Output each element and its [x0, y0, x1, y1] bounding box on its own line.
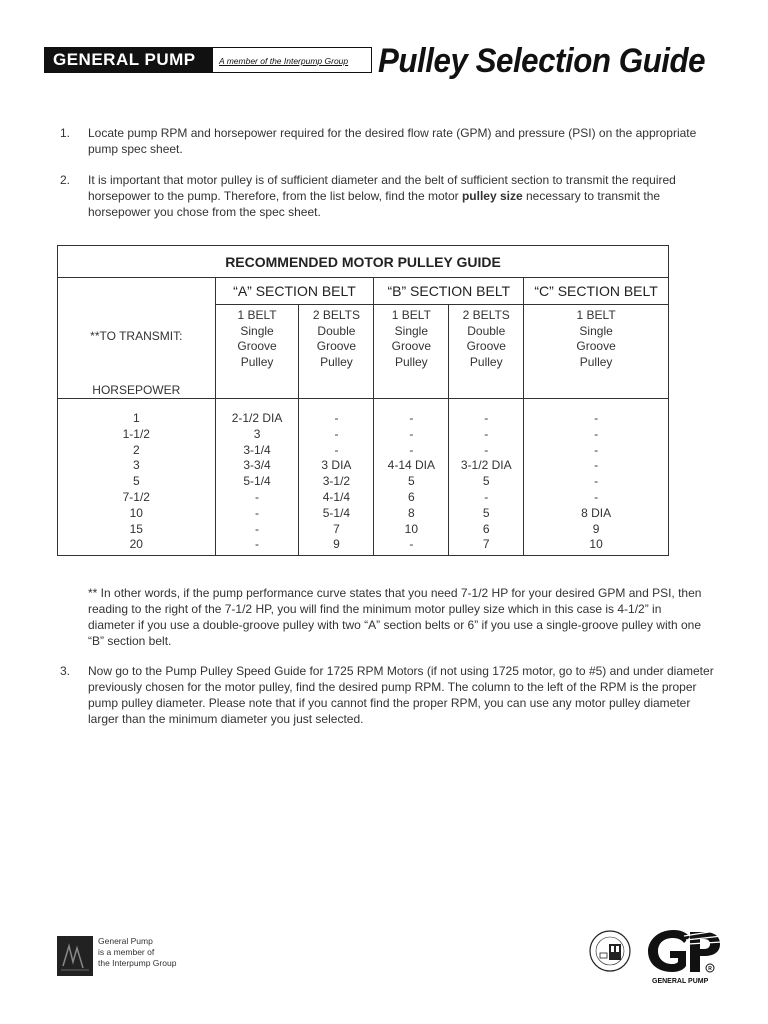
step-number: 1. — [60, 126, 71, 140]
subheader-a2 — [299, 305, 374, 399]
table-cell: 5 — [482, 474, 490, 489]
table-cell: - — [594, 442, 599, 457]
subheader-line: Double — [467, 323, 506, 338]
footer-line: is a member of — [98, 947, 155, 957]
table-cell: 3-1/2 DIA — [460, 458, 512, 473]
general-pump-logo-icon — [644, 924, 724, 986]
table-cell: - — [484, 426, 489, 441]
subheader-a1 — [215, 305, 299, 399]
table-cell: - — [594, 411, 599, 425]
page-title: Pulley Selection Guide — [378, 42, 706, 80]
table-cell: 5-1/4 — [243, 474, 271, 489]
table-cell: - — [594, 426, 599, 441]
footer-line: the Interpump Group — [98, 958, 177, 968]
step-number: 3. — [60, 664, 71, 678]
section-a-header: “A” SECTION BELT — [215, 278, 374, 305]
table-cell: - — [484, 489, 489, 504]
certification-seal-icon — [588, 929, 632, 973]
section-b-header: “B” SECTION BELT — [374, 278, 524, 305]
table-cell: 5 — [482, 505, 490, 520]
subheader-b2 — [449, 305, 524, 399]
table-cell: 2 — [132, 442, 140, 457]
interpump-logo — [57, 936, 93, 976]
subheader-line: Pulley — [579, 354, 613, 369]
table-cell: 5 — [132, 474, 140, 489]
subheader-line: Groove — [391, 339, 432, 353]
footnote: ** In other words, if the pump performance curve states that you need 7-1/2 HP for your desired GPM and PSI, then reading to the right of the 7-1/2 HP, you will find the minimum motor pulley size which in this case is 4-1/2” in diameter if you use a double-groove pulley with two “A” section belts or 6” if you use a single-groove pulley with one “B” section belt. — [88, 586, 702, 648]
table-cell: - — [409, 442, 414, 457]
table-cell: 10 — [129, 505, 143, 520]
pulley-guide-table — [57, 245, 669, 556]
subheader-line: Double — [317, 323, 356, 338]
table-cell: 6 — [482, 521, 490, 536]
subheader-line: 2 BELTS — [462, 308, 510, 322]
table-cell: - — [255, 505, 260, 520]
table-cell: 2-1/2 DIA — [231, 411, 283, 425]
section-c-header: “C” SECTION BELT — [524, 278, 669, 305]
col-horsepower — [58, 399, 216, 556]
subheader-line: Single — [579, 323, 613, 338]
table-cell: 15 — [129, 521, 143, 536]
footer-text — [98, 936, 176, 969]
subheader-line: 1 BELT — [391, 308, 431, 322]
subheader-line: Groove — [576, 339, 616, 353]
subheader-line: Groove — [316, 339, 357, 353]
table-cell: 7-1/2 — [122, 489, 150, 504]
table-cell: 3-3/4 — [243, 458, 271, 473]
table-cell: - — [484, 411, 489, 425]
col-a-double — [299, 399, 374, 556]
col-a-single — [215, 399, 299, 556]
footer-line: General Pump — [98, 936, 153, 946]
table-cell: - — [594, 474, 599, 489]
table-cell: 7 — [482, 537, 490, 552]
subheader-line: Pulley — [469, 354, 503, 369]
table-cell: 5 — [408, 474, 415, 489]
member-line: A member of the Interpump Group — [219, 56, 349, 66]
table-title: RECOMMENDED MOTOR PULLEY GUIDE — [58, 246, 669, 278]
logo-wordmark: GENERAL PUMP — [652, 978, 709, 985]
table-cell: 8 DIA — [581, 505, 612, 520]
table-cell: 3-1/4 — [243, 442, 271, 457]
table-cell: - — [334, 442, 339, 457]
table-cell: - — [409, 411, 414, 425]
table-cell: 7 — [333, 521, 340, 536]
step-text — [88, 172, 718, 220]
table-cell: 3 DIA — [321, 458, 352, 473]
table-cell: 4-14 DIA — [387, 458, 436, 473]
subheader-c1 — [524, 305, 669, 399]
step-text: Now go to the Pump Pulley Speed Guide for 1725 RPM Motors (if not using 1725 motor, go to #5) and under diameter previously chosen for the motor pulley, find the desired pump RPM. The column to the left of the RPM is the proper pump pulley diameter. Please note that if you cannot find the proper RPM, you can use any motor pulley diameter larger than the minimum diameter you just selected. — [88, 664, 714, 726]
subheader-line: Pulley — [395, 354, 428, 369]
subheader-line: Pulley — [320, 354, 353, 369]
brand-name: GENERAL PUMP — [45, 48, 213, 72]
subheader-line: Single — [394, 323, 429, 338]
subheader-line: 1 BELT — [237, 308, 277, 322]
table-cell: - — [334, 426, 339, 441]
step-text: Locate pump RPM and horsepower required for the desired flow rate (GPM) and pressure (PSI) on the appropriate pump spec sheet. — [88, 126, 697, 156]
subheader-line: Groove — [237, 339, 277, 353]
table-cell: 9 — [592, 521, 600, 536]
table-cell: 8 — [408, 505, 415, 520]
table-cell: - — [255, 521, 260, 536]
table-cell: - — [409, 426, 414, 441]
subheader-line: 1 BELT — [576, 308, 616, 322]
table-cell: - — [255, 489, 260, 504]
table-cell: 5-1/4 — [322, 505, 351, 520]
table-cell: 1-1/2 — [122, 426, 150, 441]
left-header-cell — [58, 278, 216, 399]
table-cell: 6 — [408, 489, 415, 504]
table-cell: - — [484, 442, 489, 457]
table-cell: - — [409, 537, 414, 552]
table-cell: 3 — [132, 458, 140, 473]
table-cell: 20 — [129, 537, 143, 552]
table-cell: - — [594, 489, 599, 504]
col-b-double — [449, 399, 524, 556]
table-cell: - — [255, 537, 260, 552]
svg-text:R: R — [708, 966, 712, 972]
table-cell: - — [334, 411, 339, 425]
table-cell: 9 — [333, 537, 340, 552]
to-transmit-label: **TO TRANSMIT: — [90, 329, 183, 343]
table-cell: 10 — [404, 521, 419, 536]
table-cell: 3 — [253, 426, 261, 441]
subheader-line: 2 BELTS — [312, 308, 360, 322]
subheader-line: Groove — [466, 339, 506, 353]
subheader-line: Pulley — [240, 354, 274, 369]
step-text-part: It is important that motor pulley is of sufficient diameter and the belt of sufficient section to transmit the required horsepower to the pump. Therefore, from the list below, find the motor — [88, 173, 676, 203]
subheader-line: Single — [240, 323, 274, 338]
subheader-b1 — [374, 305, 449, 399]
col-b-single — [374, 399, 449, 556]
table-cell: - — [594, 458, 599, 473]
horsepower-label: HORSEPOWER — [92, 383, 181, 397]
step-text-bold: pulley size — [461, 189, 523, 203]
table-cell: 10 — [589, 537, 603, 552]
table-cell: 3-1/2 — [322, 474, 351, 489]
header-bar — [44, 47, 372, 73]
table-cell: 1 — [132, 411, 140, 425]
step-number: 2. — [60, 173, 71, 187]
col-c-single — [524, 399, 669, 556]
step-text-part: necessary to transmit the horsepower you chose from the spec sheet. — [88, 189, 661, 219]
table-cell: 4-1/4 — [322, 489, 351, 504]
